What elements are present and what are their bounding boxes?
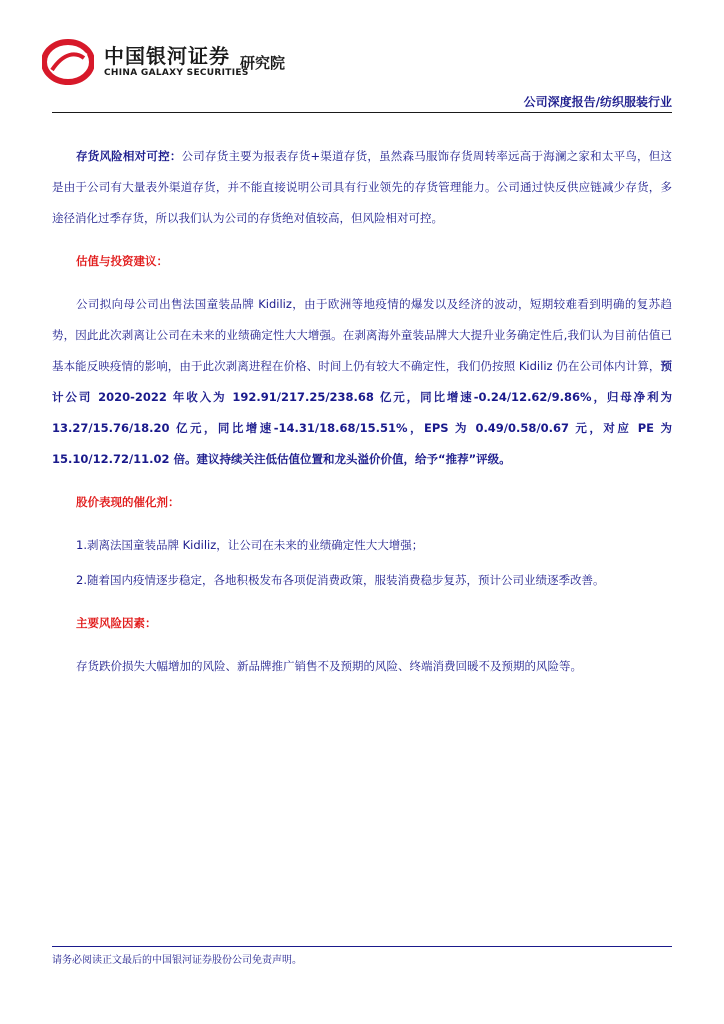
logo-chinese-name: 中国银河证券 <box>104 44 230 68</box>
logo-english-name: CHINA GALAXY SECURITIES <box>104 68 249 78</box>
main-content <box>52 141 672 682</box>
logo-institute: 研究院 <box>240 54 286 72</box>
valuation-paragraph <box>52 289 672 475</box>
catalyst-item-1: 1.剥离法国童装品牌 Kidiliz，让公司在未来的业绩确定性大大增强； <box>76 538 424 552</box>
galaxy-logo-icon <box>42 38 94 86</box>
valuation-forecast: 预计公司 2020-2022 年收入为 192.91/217.25/238.68 亿元，同比增速-0.24/12.62/9.86%，归母净利为 13.27/15.76/18.20 亿元，同比增速-14.31/18.68/15.51%，EPS 为 0.49/0.58/0.67 元，对应 PE 为 15.10/12.72/11.02 倍。建议持续关注低估值位置和龙头溢价价值，给予“推荐”评级。 <box>52 359 672 466</box>
valuation-text: 公司拟向母公司出售法国童装品牌 Kidiliz，由于欧洲等地疫情的爆发以及经济的波动，短期较难看到明确的复苏趋势，因此此次剥离让公司在未来的业绩确定性大大增强。在剥离海外童装品牌大大提升业务确定性后,我们认为目前估值已基本能反映疫情的影响，由于此次剥离进程在价格、时间上仍有较大不确定性，我们仍按照 Kidiliz 仍在公司体内计算， <box>52 297 672 373</box>
company-logo <box>30 34 302 90</box>
inventory-label: 存货风险相对可控： <box>76 149 182 163</box>
inventory-text: 公司存货主要为报表存货+渠道存货，虽然森马服饰存货周转率远高于海澜之家和太平鸟，但这是由于公司有大量表外渠道存货，并不能直接说明公司具有行业领先的存货管理能力。公司通过快反供应链减少存货，多途径消化过季存货，所以我们认为公司的存货绝对值较高，但风险相对可控。 <box>52 149 672 225</box>
inventory-paragraph <box>52 141 672 234</box>
catalyst-item-2: 2.随着国内疫情逐步稳定，各地积极发布各项促消费政策，服装消费稳步复苏，预计公司业绩逐季改善。 <box>76 573 605 587</box>
footer-disclaimer: 请务必阅读正文最后的中国银河证券股份公司免责声明。 <box>52 955 302 966</box>
report-title: 公司深度报告/纺织服装行业 <box>523 95 672 109</box>
risks-paragraph: 存货跌价损失大幅增加的风险、新品牌推广销售不及预期的风险、终端消费回暖不及预期的风险等。 <box>76 659 582 673</box>
header-divider <box>52 112 672 113</box>
catalysts-heading: 股价表现的催化剂： <box>76 495 180 509</box>
valuation-heading: 估值与投资建议： <box>76 254 168 268</box>
footer-divider <box>52 946 672 947</box>
risks-heading: 主要风险因素： <box>76 616 157 630</box>
